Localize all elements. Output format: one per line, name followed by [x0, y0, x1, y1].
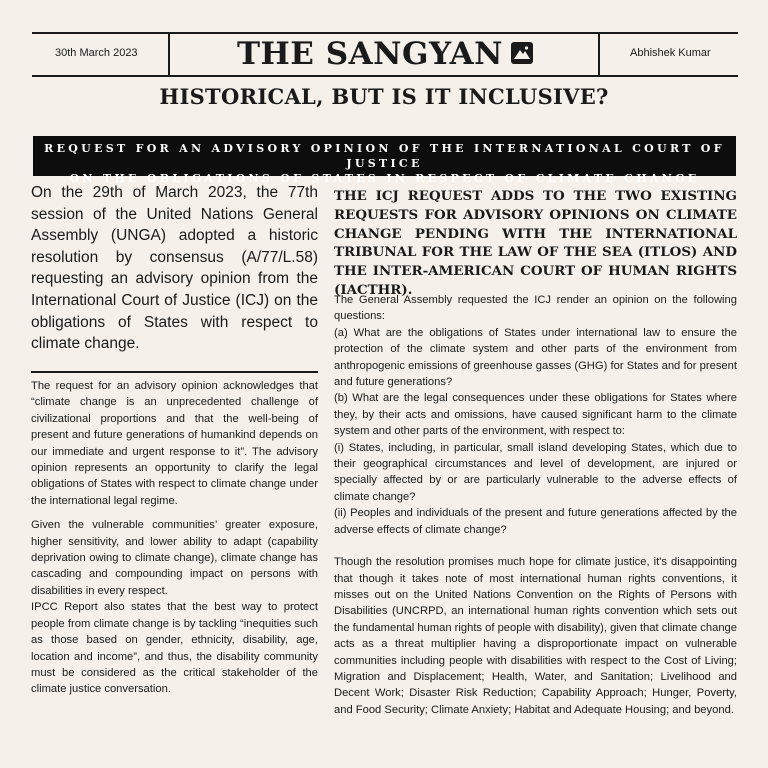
issue-date: 30th March 2023	[55, 47, 138, 59]
masthead	[170, 34, 600, 74]
banner-line-1: REQUEST FOR AN ADVISORY OPINION OF THE INTERNATIONAL COURT OF JUSTICE	[44, 142, 725, 170]
right-column	[334, 292, 737, 734]
left-paragraph-2: Given the vulnerable communities’ greater exposure, higher sensitivity, and lower ability to adapt (capability deprivation owing to climate change), climate change has cascading and compounding impact on persons with disabilities in every respect.	[31, 519, 318, 597]
lead-paragraph: On the 29th of March 2023, the 77th session of the United Nations General Assembly (UNGA) adopted a historic resolution by consensus (A/77/L.58) requesting an advisory opinion from the International Court of Justice (ICJ) on the obligations of States with respect to climate change.	[31, 184, 318, 353]
page-headline: HISTORICAL, BUT IS IT INCLUSIVE?	[159, 84, 609, 109]
questions-intro: The General Assembly requested the ICJ render an opinion on the following questions:	[334, 294, 737, 323]
question-a: (a) What are the obligations of States under international law to ensure the protection of the climate system and other parts of the environment from anthropogenic emissions of greenhouse gasses (GHG) for States and for present and future generations?	[334, 326, 737, 389]
banner-line-2: ON THE OBLIGATIONS OF STATES IN RESPECT OF CLIMATE CHANGE	[69, 172, 700, 185]
questions-block	[334, 292, 737, 538]
closing-paragraph: Though the resolution promises much hope for climate justice, it's disappointing that though it takes note of most international human rights conventions, it misses out on the United Nations Convention on the Rights of Persons with Disabilities (UNCRPD, an international human rights convention which sets out the fundamental human rights of people with disability), given that climate change acts as a threat multiplier having a disproportionate impact on vulnerable communities including people with disabilities with respect to the Cost of Living; Migration and Displacement; Health, Water, and Sanitation; Livelihood and Decent Work; Disaster Risk Reduction; Capability Approach; Hunger, Poverty, and Food Security; Climate Anxiety; Habitat and Adequate Housing; and beyond.	[334, 556, 737, 716]
left-paragraph-3: IPCC Report also states that the best way to protect people from climate change is by tackling “inequities such as those based on gender, ethnicity, disability, age, location and income”, and thus, the disability community must be considered as the critical stakeholder of the climate justice conversation.	[31, 601, 318, 696]
left-paragraph-1: The request for an advisory opinion acknowledges that “climate change is an unprecedented challenge of civilizational proportions and that the well-being of present and future generations of humankind depends on our immediate and urgent response to it”. The advisory opinion represents an opportunity to clarify the legal obligations of States with respect to climate change under the international legal regime.	[31, 380, 318, 507]
pull-quote: THE ICJ REQUEST ADDS TO THE TWO EXISTING REQUESTS FOR ADVISORY OPINIONS ON CLIMATE CHANGE PENDING WITH THE INTERNATIONAL TRIBUNAL FOR THE LAW OF THE SEA (ITLOS) AND THE INTER-AMERICAN COURT OF HUMAN RIGHTS (IACTHR).	[334, 188, 737, 298]
question-b: (b) What are the legal consequences under these obligations for States where they, by their acts and omissions, have caused significant harm to the climate system and other parts of the environment, with respect to:	[334, 392, 737, 438]
subject-banner	[33, 136, 736, 185]
mountain-logo-icon	[511, 42, 533, 64]
left-column	[31, 378, 318, 706]
question-b-ii: (ii) Peoples and individuals of the present and future generations affected by the adverse effects of climate change?	[334, 507, 737, 536]
masthead-title: THE SANGYAN	[236, 36, 504, 72]
lead-divider	[31, 371, 318, 373]
author-name: Abhishek Kumar	[630, 47, 711, 59]
header-bottom-rule	[32, 75, 738, 77]
question-b-i: (i) States, including, in particular, small island developing States, which due to their geographical circumstances and level of development, are injured or specially affected by or are particularly vulnerable to the adverse effects of climate change?	[334, 441, 737, 503]
